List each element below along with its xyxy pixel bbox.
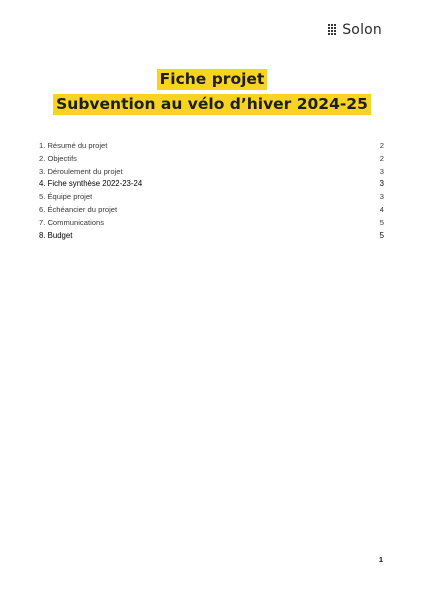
- title-line-1: Fiche projet: [157, 69, 268, 90]
- toc-item[interactable]: [39, 192, 384, 205]
- toc-item-label: 5. Équipe projet: [39, 192, 93, 202]
- toc-item-label: 6. Échéancier du projet: [39, 204, 118, 214]
- toc-item-page: 3: [379, 166, 384, 176]
- grid-logo-icon: [328, 24, 338, 36]
- toc-item-page: 2: [379, 141, 384, 150]
- brand-logo: [328, 22, 382, 38]
- toc-item[interactable]: [39, 179, 384, 192]
- toc-item-page: 3: [379, 192, 384, 202]
- logo-text: Solon: [342, 22, 382, 38]
- toc-item[interactable]: [39, 167, 384, 180]
- toc-item-page: 5: [379, 217, 384, 227]
- toc-item-label: 4. Fiche synthèse 2022-23-24: [39, 179, 143, 189]
- toc-item-page: 3: [379, 179, 384, 189]
- toc-item-label: 1. Résumé du projet: [39, 141, 108, 150]
- toc-item-page: 4: [379, 204, 384, 214]
- title-line-2: Subvention au vélo d’hiver 2024-25: [53, 94, 371, 115]
- document-title: [0, 69, 424, 115]
- toc-item-page: 2: [379, 153, 384, 163]
- toc-item-label: 8. Budget: [39, 230, 73, 240]
- toc-item-label: 7. Communications: [39, 217, 104, 227]
- toc-item[interactable]: [39, 154, 384, 167]
- toc-item-label: 2. Objectifs: [39, 153, 77, 163]
- toc-item-page: 5: [379, 230, 384, 240]
- toc-item[interactable]: [39, 205, 384, 218]
- toc-item[interactable]: [39, 218, 384, 231]
- toc-item[interactable]: [39, 231, 384, 244]
- table-of-contents: [39, 141, 384, 243]
- toc-item[interactable]: [39, 141, 384, 154]
- page-number: 1: [378, 555, 383, 564]
- toc-item-label: 3. Déroulement du projet: [39, 166, 123, 176]
